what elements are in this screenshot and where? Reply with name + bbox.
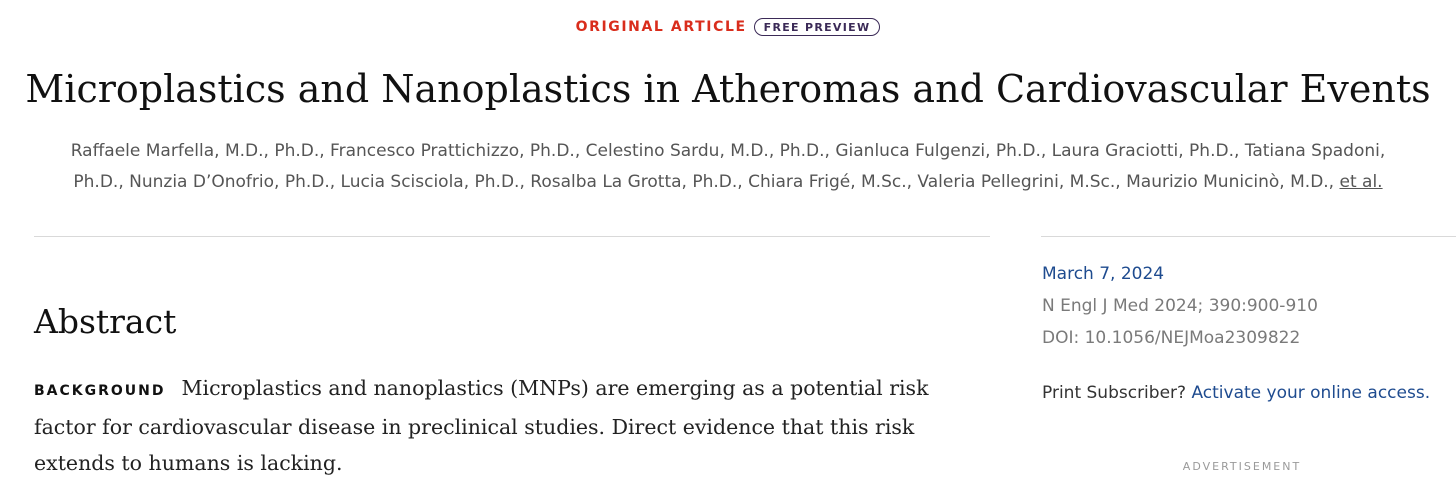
authors-line-2: Ph.D., Nunzia D’Onofrio, Ph.D., Lucia Scisciola, Ph.D., Rosalba La Grotta, Ph.D., Chiara Frigé, M.Sc., Valeria Pellegrini, M.Sc., Maurizio Municinò, M.D., — [73, 172, 1335, 192]
abstract-heading: Abstract — [34, 302, 177, 341]
background-text: Microplastics and nanoplastics (MNPs) are emerging as a potential risk factor for cardiovascular disease in preclinical studies. Direct evidence that this risk extends to humans is lacking. — [34, 376, 929, 475]
background-label: BACKGROUND — [34, 383, 166, 399]
article-title: Microplastics and Nanoplastics in Atheromas and Cardiovascular Events — [25, 67, 1431, 111]
article-metadata — [1042, 258, 1442, 354]
et-al-link[interactable]: et al. — [1339, 172, 1383, 192]
author-list — [40, 136, 1416, 198]
article-type-label: ORIGINAL ARTICLE — [575, 19, 747, 35]
abstract-background — [34, 370, 974, 481]
divider-sidebar — [1041, 236, 1456, 237]
free-preview-badge: FREE PREVIEW — [754, 18, 881, 36]
journal-citation: N Engl J Med 2024; 390:900-910 — [1042, 296, 1318, 316]
subscriber-prompt — [1042, 377, 1456, 409]
activate-access-link[interactable]: Activate your online access. — [1191, 383, 1431, 403]
advertisement-label: ADVERTISEMENT — [1182, 460, 1302, 473]
divider-main — [34, 236, 990, 237]
doi: DOI: 10.1056/NEJMoa2309822 — [1042, 328, 1301, 348]
publication-date: March 7, 2024 — [1042, 264, 1165, 284]
subscriber-question: Print Subscriber? — [1042, 383, 1187, 403]
authors-line-1: Raffaele Marfella, M.D., Ph.D., Francesco Prattichizzo, Ph.D., Celestino Sardu, M.D., Ph.D., Gianluca Fulgenzi, Ph.D., Laura Graciotti, Ph.D., Tatiana Spadoni, — [70, 141, 1386, 161]
article-kicker — [0, 18, 1456, 36]
